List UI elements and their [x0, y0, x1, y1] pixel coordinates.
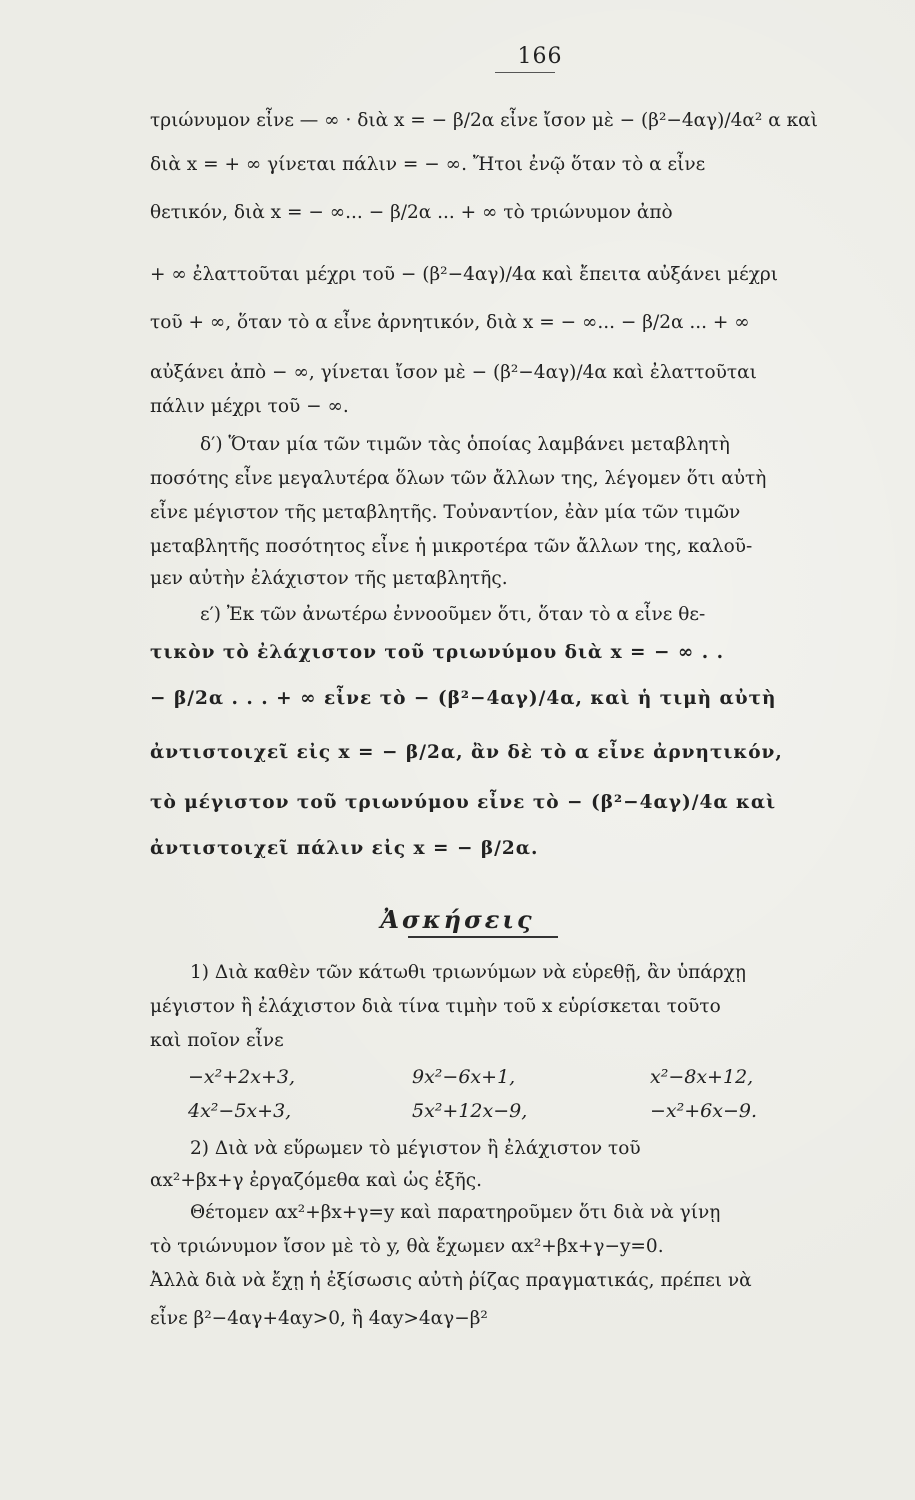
text-line: εἶνε β²−4αγ+4αy>0, ἢ 4αy>4αγ−β² [150, 1308, 488, 1329]
text-line: 2) Διὰ νὰ εὕρωμεν τὸ μέγιστον ἢ ἐλάχιστον τοῦ [190, 1138, 641, 1159]
exercise-item: x²−8x+12, [650, 1066, 754, 1088]
text-line: διὰ x = + ∞ γίνεται πάλιν = − ∞. Ἤτοι ἐνῷ ὅταν τὸ α εἶνε [150, 154, 706, 175]
text-line: ε′) Ἐκ τῶν ἀνωτέρω ἐννοοῦμεν ὅτι, ὅταν τὸ α εἶνε θε- [200, 604, 706, 625]
text-line: πάλιν μέχρι τοῦ − ∞. [150, 396, 349, 417]
text-line: + ∞ ἐλαττοῦται μέχρι τοῦ − (β²−4αγ)/4α καὶ ἔπειτα αὐξάνει μέχρι [150, 264, 779, 285]
text-line: τοῦ + ∞, ὅταν τὸ α εἶνε ἀρνητικόν, διὰ x = − ∞... − β/2α ... + ∞ [150, 312, 750, 333]
text-line: − β/2α . . . + ∞ εἶνε τὸ − (β²−4αγ)/4α, καὶ ἡ τιμὴ αὐτὴ [150, 688, 777, 709]
text-line: ἀντιστοιχεῖ πάλιν εἰς x = − β/2α. [150, 838, 539, 859]
text-line: μέγιστον ἢ ἐλάχιστον διὰ τίνα τιμὴν τοῦ x εὑρίσκεται τοῦτο [150, 996, 721, 1017]
exercise-item: 5x²+12x−9, [412, 1100, 528, 1122]
heading-underline [408, 936, 558, 938]
section-heading: Ἀσκήσεις [380, 905, 535, 934]
text-line: ποσότης εἶνε μεγαλυτέρα ὅλων τῶν ἄλλων της, λέγομεν ὅτι αὐτὴ [150, 468, 767, 489]
text-line: αx²+βx+γ ἐργαζόμεθα καὶ ὡς ἑξῆς. [150, 1170, 483, 1191]
text-line: δ′) Ὅταν μία τῶν τιμῶν τὰς ὁποίας λαμβάνει μεταβλητὴ [200, 434, 730, 455]
text-line: θετικόν, διὰ x = − ∞... − β/2α ... + ∞ τὸ τριώνυμον ἀπὸ [150, 202, 673, 223]
exercise-item: 4x²−5x+3, [188, 1100, 292, 1122]
text-line: εἶνε μέγιστον τῆς μεταβλητῆς. Τοὐναντίον, ἐὰν μία τῶν τιμῶν [150, 502, 741, 523]
text-line: ἀντιστοιχεῖ εἰς x = − β/2α, ἂν δὲ τὸ α εἶνε ἀρνητικόν, [150, 742, 783, 763]
exercise-item: −x²+2x+3, [188, 1066, 296, 1088]
text-line: τὸ τριώνυμον ἴσον μὲ τὸ y, θὰ ἔχωμεν αx²+βx+γ−y=0. [150, 1236, 664, 1257]
exercise-item: −x²+6x−9. [650, 1100, 758, 1122]
text-line: τριώνυμον εἶνε — ∞ · διὰ x = − β/2α εἶνε ἴσον μὲ − (β²−4αγ)/4α² α καὶ [150, 110, 818, 131]
text-line: Θέτομεν αx²+βx+γ=y καὶ παρατηροῦμεν ὅτι διὰ νὰ γίνῃ [190, 1202, 721, 1223]
text-line: Ἀλλὰ διὰ νὰ ἔχῃ ἡ ἐξίσωσις αὐτὴ ῥίζας πραγματικάς, πρέπει νὰ [150, 1270, 752, 1291]
text-line: τὸ μέγιστον τοῦ τριωνύμου εἶνε τὸ − (β²−4αγ)/4α καὶ [150, 792, 777, 813]
page-number: 166 [517, 44, 563, 69]
text-line: αὐξάνει ἀπὸ − ∞, γίνεται ἴσον μὲ − (β²−4αγ)/4α καὶ ἐλαττοῦται [150, 362, 757, 383]
text-line: καὶ ποῖον εἶνε [150, 1030, 284, 1051]
text-line: τικὸν τὸ ἐλάχιστον τοῦ τριωνύμου διὰ x = − ∞ . . [150, 642, 725, 663]
text-line: 1) Διὰ καθὲν τῶν κάτωθι τριωνύμων νὰ εὑρεθῇ, ἂν ὑπάρχῃ [190, 962, 746, 983]
exercise-item: 9x²−6x+1, [412, 1066, 516, 1088]
text-line: μεταβλητῆς ποσότητος εἶνε ἡ μικροτέρα τῶν ἄλλων της, καλοῦ- [150, 536, 753, 557]
text-line: μεν αὐτὴν ἐλάχιστον τῆς μεταβλητῆς. [150, 568, 508, 589]
page-number-rule [495, 72, 555, 73]
